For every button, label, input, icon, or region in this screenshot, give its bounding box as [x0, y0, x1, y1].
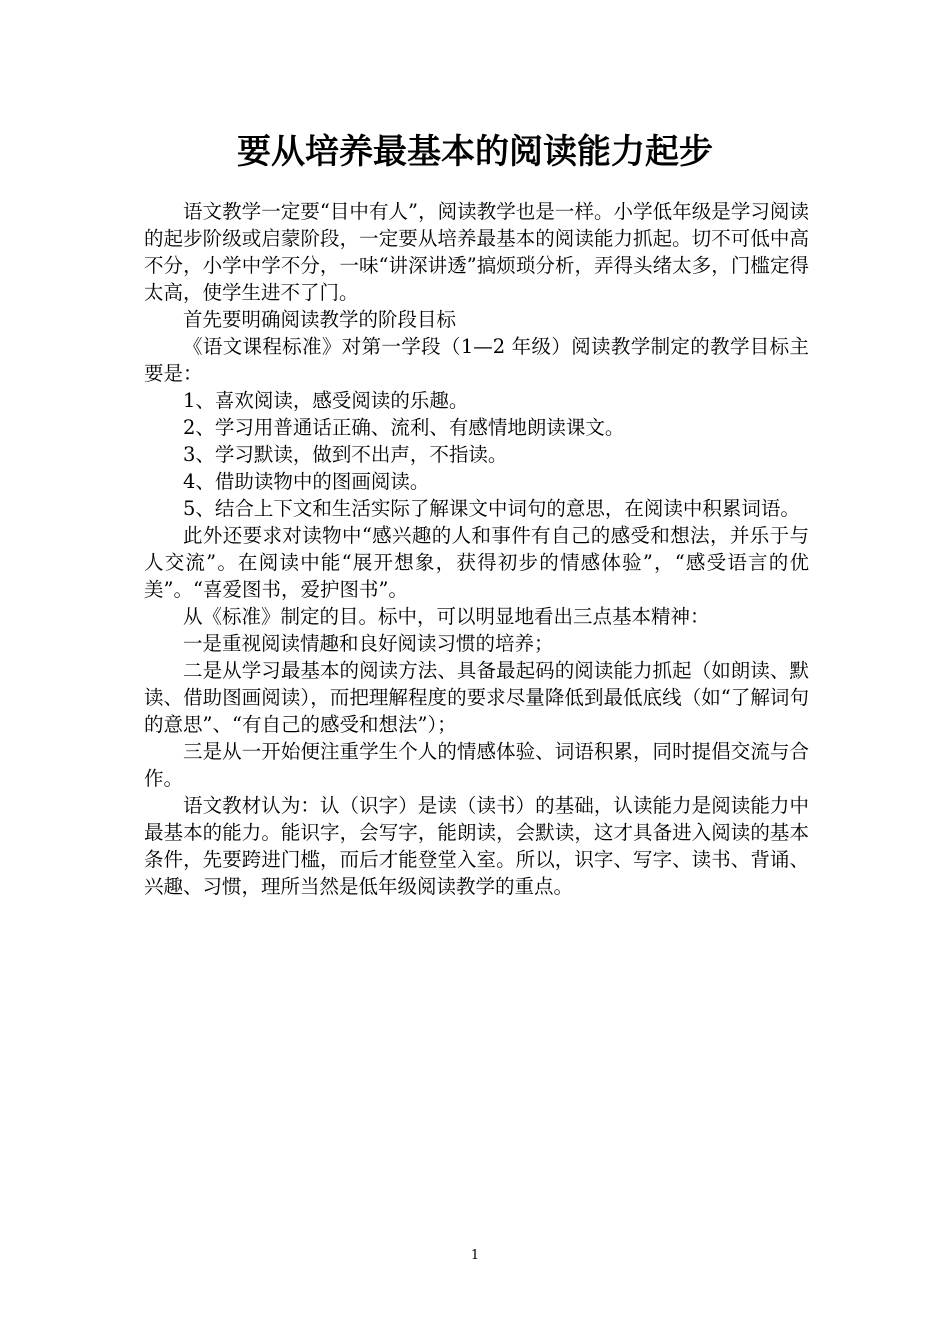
list-item: 1、喜欢阅读，感受阅读的乐趣。 — [183, 389, 469, 412]
document-body — [144, 198, 809, 900]
paragraph: 二是从学习最基本的阅读方法、具备最起码的阅读能力抓起（如朗读、默读、借助图画阅读），而把理解程度的要求尽量降低到最低底线（如“了解词句的意思”、“有自己的感受和想法”）； — [144, 659, 809, 736]
paragraph: 从《标准》制定的目。标中，可以明显地看出三点基本精神： — [183, 605, 710, 628]
list-item: 5、结合上下文和生活实际了解课文中词句的意思，在阅读中积累词语。 — [183, 497, 800, 520]
paragraph: 《语文课程标准》对第一学段（1—2 年级）阅读教学制定的教学目标主要是： — [144, 335, 809, 385]
paragraph: 此外还要求对读物中“感兴趣的人和事件有自己的感受和想法，并乐于与人交流”。在阅读中能“展开想象，获得初步的情感体验”，“感受语言的优美”。“喜爱图书，爱护图书”。 — [144, 524, 809, 601]
list-item: 4、借助读物中的图画阅读。 — [183, 470, 430, 493]
paragraph: 首先要明确阅读教学的阶段目标 — [183, 308, 457, 331]
paragraph: 语文教材认为：认（识字）是读（读书）的基础，认读能力是阅读能力中最基本的能力。能识字，会写字，能朗读，会默读，这才具备进入阅读的基本条件，先要跨进门槛，而后才能登堂入室。所以，识字、写字、读书、背诵、兴趣、习惯，理所当然是低年级阅读教学的重点。 — [144, 794, 809, 898]
page-number: 1 — [470, 1248, 480, 1263]
paragraph: 一是重视阅读情趣和良好阅读习惯的培养； — [183, 632, 554, 655]
list-item: 3、学习默读，做到不出声，不指读。 — [183, 443, 508, 466]
paragraph: 语文教学一定要“目中有人”，阅读教学也是一样。小学低年级是学习阅读的起步阶级或启蒙阶段，一定要从培养最基本的阅读能力抓起。切不可低中高不分，小学中学不分，一味“讲深讲透”搞烦琐分析，弄得头绪太多，门槛定得太高，使学生进不了门。 — [144, 200, 809, 304]
list-item: 2、学习用普通话正确、流利、有感情地朗读课文。 — [183, 416, 625, 439]
paragraph: 三是从一开始便注重学生个人的情感体验、词语积累，同时提倡交流与合作。 — [144, 740, 809, 790]
document-title: 要从培养最基本的阅读能力起步 — [237, 132, 713, 172]
